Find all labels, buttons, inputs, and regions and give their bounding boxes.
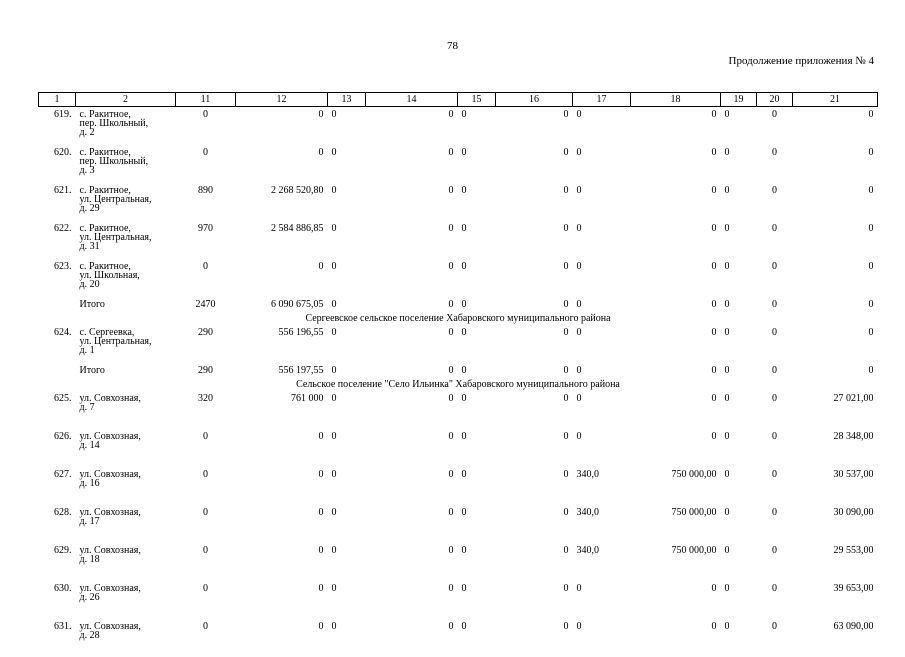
value-cell: 0	[793, 259, 878, 297]
address-cell: ул. Совхозная, д. 17	[76, 505, 176, 543]
value-cell: 0	[328, 297, 366, 312]
value-cell: 0	[458, 145, 496, 183]
value-cell: 0	[176, 259, 236, 297]
value-cell: 0	[176, 619, 236, 657]
value-cell: 0	[236, 467, 328, 505]
value-cell: 0	[328, 325, 366, 363]
column-header: 1	[39, 93, 76, 107]
value-cell: 0	[757, 145, 793, 183]
value-cell: 0	[236, 543, 328, 581]
value-cell: 0	[366, 259, 458, 297]
value-cell: 0	[757, 221, 793, 259]
value-cell: 0	[721, 467, 757, 505]
value-cell: 0	[721, 259, 757, 297]
value-cell: 0	[631, 259, 721, 297]
value-cell: 0	[631, 619, 721, 657]
value-cell: 0	[366, 619, 458, 657]
value-cell: 750 000,00	[631, 543, 721, 581]
value-cell: 0	[573, 363, 631, 378]
total-row	[39, 363, 878, 378]
section-title: Сельское поселение "Село Ильинка" Хабаровского муниципального района	[39, 378, 878, 391]
value-cell: 0	[757, 505, 793, 543]
row-number: 623.	[39, 259, 76, 297]
column-header: 11	[176, 93, 236, 107]
value-cell: 0	[573, 221, 631, 259]
row-number: 628.	[39, 505, 76, 543]
value-cell: 0	[573, 259, 631, 297]
value-cell: 0	[458, 429, 496, 467]
value-cell: 39 653,00	[793, 581, 878, 619]
value-cell: 340,0	[573, 505, 631, 543]
value-cell: 0	[721, 391, 757, 429]
value-cell: 0	[236, 107, 328, 146]
value-cell: 0	[176, 429, 236, 467]
value-cell: 0	[721, 145, 757, 183]
row-number	[39, 297, 76, 312]
value-cell: 290	[176, 325, 236, 363]
column-header: 2	[76, 93, 176, 107]
value-cell: 340,0	[573, 543, 631, 581]
value-cell: 0	[366, 107, 458, 146]
value-cell: 0	[458, 221, 496, 259]
address-cell: с. Ракитное, ул. Школьная, д. 20	[76, 259, 176, 297]
value-cell: 0	[793, 221, 878, 259]
value-cell: 0	[631, 297, 721, 312]
value-cell: 0	[496, 391, 573, 429]
value-cell: 0	[721, 619, 757, 657]
value-cell: 0	[328, 505, 366, 543]
value-cell: 2 268 520,80	[236, 183, 328, 221]
value-cell: 0	[793, 297, 878, 312]
column-header: 21	[793, 93, 878, 107]
value-cell: 750 000,00	[631, 467, 721, 505]
value-cell: 0	[328, 429, 366, 467]
value-cell: 63 090,00	[793, 619, 878, 657]
value-cell: 761 000	[236, 391, 328, 429]
value-cell: 0	[631, 363, 721, 378]
value-cell: 0	[366, 363, 458, 378]
value-cell: 0	[458, 543, 496, 581]
value-cell: 0	[496, 581, 573, 619]
column-header: 12	[236, 93, 328, 107]
value-cell: 0	[236, 619, 328, 657]
value-cell: 0	[176, 505, 236, 543]
value-cell: 750 000,00	[631, 505, 721, 543]
value-cell: 0	[631, 391, 721, 429]
value-cell: 0	[458, 363, 496, 378]
value-cell: 0	[366, 429, 458, 467]
table-row	[39, 429, 878, 467]
value-cell: 0	[793, 145, 878, 183]
address-cell: с. Ракитное, ул. Центральная, д. 29	[76, 183, 176, 221]
value-cell: 0	[496, 183, 573, 221]
address-cell: с. Ракитное, ул. Центральная, д. 31	[76, 221, 176, 259]
value-cell: 0	[176, 543, 236, 581]
value-cell: 0	[328, 391, 366, 429]
address-cell: Итого	[76, 297, 176, 312]
table-row	[39, 543, 878, 581]
value-cell: 556 196,55	[236, 325, 328, 363]
value-cell: 320	[176, 391, 236, 429]
row-number: 621.	[39, 183, 76, 221]
value-cell: 0	[236, 429, 328, 467]
table-row	[39, 221, 878, 259]
value-cell: 970	[176, 221, 236, 259]
row-number: 619.	[39, 107, 76, 146]
value-cell: 0	[328, 145, 366, 183]
value-cell: 0	[631, 221, 721, 259]
value-cell: 0	[458, 297, 496, 312]
value-cell: 30 090,00	[793, 505, 878, 543]
address-cell: ул. Совхозная, д. 28	[76, 619, 176, 657]
value-cell: 0	[631, 429, 721, 467]
value-cell: 0	[721, 363, 757, 378]
address-cell: ул. Совхозная, д. 18	[76, 543, 176, 581]
column-header: 15	[458, 93, 496, 107]
value-cell: 0	[793, 183, 878, 221]
table-row	[39, 145, 878, 183]
value-cell: 0	[496, 429, 573, 467]
column-header: 20	[757, 93, 793, 107]
value-cell: 0	[757, 259, 793, 297]
header-row	[39, 93, 878, 107]
value-cell: 0	[573, 619, 631, 657]
value-cell: 0	[721, 107, 757, 146]
value-cell: 0	[176, 467, 236, 505]
value-cell: 0	[366, 297, 458, 312]
value-cell: 0	[496, 325, 573, 363]
value-cell: 0	[793, 107, 878, 146]
total-row	[39, 297, 878, 312]
value-cell: 0	[573, 297, 631, 312]
value-cell: 0	[757, 325, 793, 363]
value-cell: 0	[757, 619, 793, 657]
value-cell: 0	[573, 145, 631, 183]
value-cell: 0	[721, 429, 757, 467]
value-cell: 0	[757, 183, 793, 221]
value-cell: 0	[757, 363, 793, 378]
address-cell: с. Ракитное, пер. Школьный, д. 2	[76, 107, 176, 146]
address-cell: ул. Совхозная, д. 26	[76, 581, 176, 619]
value-cell: 0	[328, 543, 366, 581]
row-number: 627.	[39, 467, 76, 505]
value-cell: 556 197,55	[236, 363, 328, 378]
value-cell: 0	[757, 391, 793, 429]
row-number: 622.	[39, 221, 76, 259]
value-cell: 0	[496, 467, 573, 505]
value-cell: 0	[366, 183, 458, 221]
value-cell: 0	[458, 581, 496, 619]
value-cell: 0	[757, 581, 793, 619]
value-cell: 0	[366, 391, 458, 429]
table-row	[39, 505, 878, 543]
column-header: 18	[631, 93, 721, 107]
value-cell: 0	[328, 221, 366, 259]
row-number: 620.	[39, 145, 76, 183]
value-cell: 0	[793, 325, 878, 363]
value-cell: 0	[458, 505, 496, 543]
address-cell: с. Ракитное, пер. Школьный, д. 3	[76, 145, 176, 183]
value-cell: 0	[176, 145, 236, 183]
value-cell: 0	[496, 505, 573, 543]
table-row	[39, 581, 878, 619]
column-header: 16	[496, 93, 573, 107]
value-cell: 0	[458, 391, 496, 429]
value-cell: 0	[631, 581, 721, 619]
column-header: 13	[328, 93, 366, 107]
value-cell: 0	[573, 325, 631, 363]
value-cell: 0	[458, 619, 496, 657]
value-cell: 0	[721, 183, 757, 221]
value-cell: 0	[458, 325, 496, 363]
value-cell: 0	[236, 145, 328, 183]
value-cell: 0	[721, 581, 757, 619]
value-cell: 0	[757, 107, 793, 146]
value-cell: 0	[328, 183, 366, 221]
appendix-table	[38, 92, 878, 657]
address-cell: с. Сергеевка, ул. Центральная, д. 1	[76, 325, 176, 363]
value-cell: 0	[757, 467, 793, 505]
table-row	[39, 183, 878, 221]
table-row	[39, 107, 878, 146]
value-cell: 0	[366, 325, 458, 363]
address-cell: ул. Совхозная, д. 16	[76, 467, 176, 505]
value-cell: 0	[757, 543, 793, 581]
row-number: 629.	[39, 543, 76, 581]
value-cell: 0	[631, 107, 721, 146]
table-row	[39, 259, 878, 297]
column-header: 17	[573, 93, 631, 107]
value-cell: 0	[496, 221, 573, 259]
column-header: 14	[366, 93, 458, 107]
column-header: 19	[721, 93, 757, 107]
value-cell: 0	[458, 183, 496, 221]
value-cell: 0	[328, 363, 366, 378]
value-cell: 0	[721, 505, 757, 543]
value-cell: 2 584 886,85	[236, 221, 328, 259]
value-cell: 0	[328, 259, 366, 297]
value-cell: 0	[328, 581, 366, 619]
table-row	[39, 325, 878, 363]
address-cell: Итого	[76, 363, 176, 378]
value-cell: 890	[176, 183, 236, 221]
appendix-continuation-title: Продолжение приложения № 4	[729, 55, 874, 67]
value-cell: 0	[793, 363, 878, 378]
value-cell: 0	[366, 467, 458, 505]
row-number: 630.	[39, 581, 76, 619]
value-cell: 0	[458, 259, 496, 297]
value-cell: 29 553,00	[793, 543, 878, 581]
value-cell: 0	[458, 107, 496, 146]
value-cell: 0	[366, 543, 458, 581]
value-cell: 0	[496, 543, 573, 581]
table-row	[39, 391, 878, 429]
value-cell: 0	[458, 467, 496, 505]
row-number: 624.	[39, 325, 76, 363]
value-cell: 0	[496, 363, 573, 378]
value-cell: 0	[328, 619, 366, 657]
value-cell: 0	[496, 107, 573, 146]
value-cell: 0	[573, 581, 631, 619]
value-cell: 0	[176, 581, 236, 619]
value-cell: 340,0	[573, 467, 631, 505]
value-cell: 0	[573, 429, 631, 467]
value-cell: 0	[328, 467, 366, 505]
value-cell: 30 537,00	[793, 467, 878, 505]
value-cell: 0	[721, 325, 757, 363]
value-cell: 0	[631, 325, 721, 363]
value-cell: 0	[496, 259, 573, 297]
value-cell: 0	[236, 505, 328, 543]
value-cell: 6 090 675,05	[236, 297, 328, 312]
section-title: Сергеевское сельское поселение Хабаровского муниципального района	[39, 312, 878, 325]
value-cell: 0	[496, 297, 573, 312]
value-cell: 0	[496, 145, 573, 183]
value-cell: 0	[328, 107, 366, 146]
value-cell: 0	[573, 183, 631, 221]
value-cell: 0	[496, 619, 573, 657]
section-header-row	[39, 312, 878, 325]
value-cell: 0	[757, 297, 793, 312]
row-number: 625.	[39, 391, 76, 429]
value-cell: 0	[366, 505, 458, 543]
value-cell: 0	[757, 429, 793, 467]
table-row	[39, 467, 878, 505]
value-cell: 290	[176, 363, 236, 378]
table-body	[39, 107, 878, 657]
section-header-row	[39, 378, 878, 391]
value-cell: 0	[176, 107, 236, 146]
value-cell: 0	[236, 581, 328, 619]
value-cell: 0	[721, 543, 757, 581]
value-cell: 0	[573, 107, 631, 146]
value-cell: 0	[631, 145, 721, 183]
value-cell: 0	[631, 183, 721, 221]
address-cell: ул. Совхозная, д. 7	[76, 391, 176, 429]
page-number: 78	[0, 40, 905, 52]
value-cell: 0	[573, 391, 631, 429]
address-cell: ул. Совхозная, д. 14	[76, 429, 176, 467]
row-number: 631.	[39, 619, 76, 657]
value-cell: 27 021,00	[793, 391, 878, 429]
value-cell: 0	[721, 297, 757, 312]
value-cell: 2470	[176, 297, 236, 312]
value-cell: 0	[366, 221, 458, 259]
row-number: 626.	[39, 429, 76, 467]
value-cell: 0	[366, 145, 458, 183]
row-number	[39, 363, 76, 378]
value-cell: 0	[721, 221, 757, 259]
value-cell: 0	[366, 581, 458, 619]
table-row	[39, 619, 878, 657]
value-cell: 28 348,00	[793, 429, 878, 467]
value-cell: 0	[236, 259, 328, 297]
